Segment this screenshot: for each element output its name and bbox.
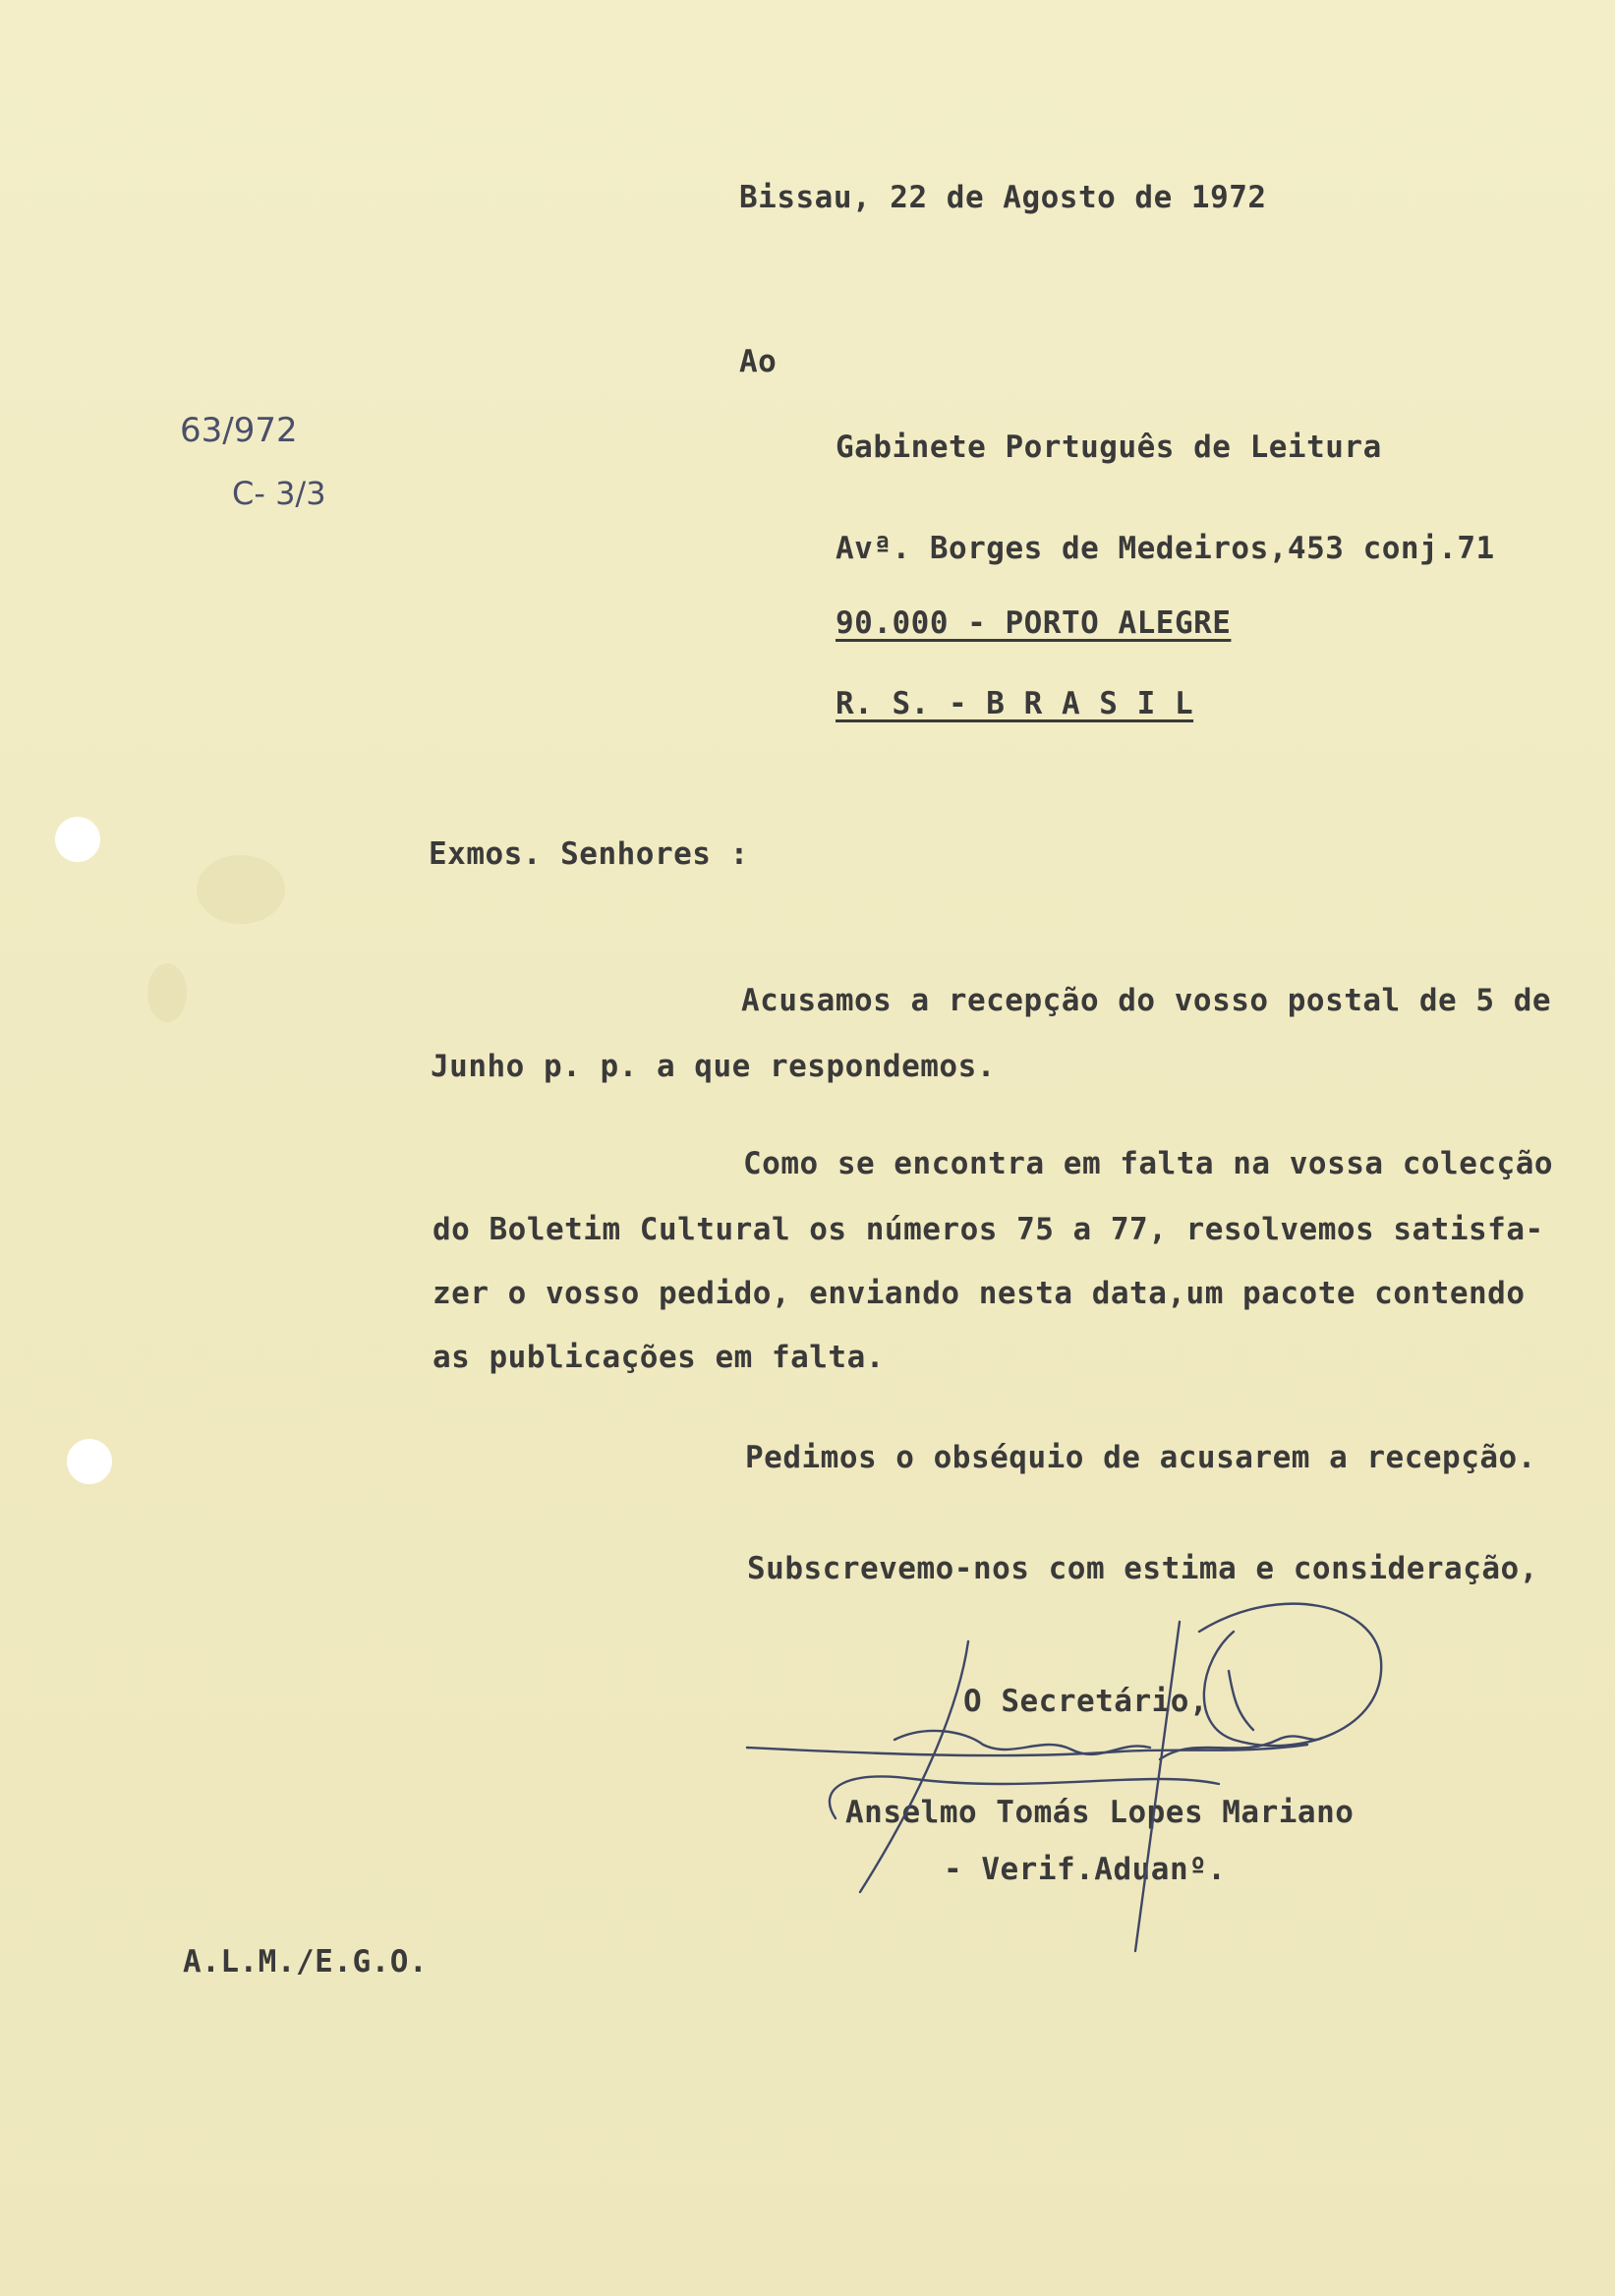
reference-year: /972 — [222, 411, 298, 450]
typist-initials: A.L.M./E.G.O. — [183, 1944, 429, 1980]
recipient-country: R. S. - B R A S I L — [836, 686, 1194, 721]
greeting: Exmos. Senhores : — [429, 836, 749, 872]
reference-number: 63 — [180, 411, 223, 450]
paragraph-2-line-4: as publicações em falta. — [433, 1340, 885, 1375]
recipient-prefix: Ao — [739, 344, 778, 379]
recipient-street: Avª. Borges de Medeiros,453 conj.71 — [836, 531, 1495, 566]
paragraph-2-line-2: do Boletim Cultural os números 75 a 77, resolvemos satisfa- — [433, 1212, 1544, 1247]
handwritten-reference-code: C- 3/3 — [232, 475, 326, 512]
recipient-city: 90.000 - PORTO ALEGRE — [836, 605, 1232, 641]
closing-line: Subscrevemo-nos com estima e consideração, — [747, 1551, 1538, 1586]
paragraph-2-line-3: zer o vosso pedido, enviando nesta data,um pacote contendo — [433, 1276, 1526, 1311]
signature-title: O Secretário, — [963, 1684, 1209, 1719]
signatory-name: Anselmo Tomás Lopes Mariano — [845, 1795, 1355, 1830]
recipient-name: Gabinete Português de Leitura — [836, 430, 1382, 465]
signatory-role: - Verif.Aduanº. — [944, 1852, 1227, 1887]
date-line: Bissau, 22 de Agosto de 1972 — [739, 180, 1267, 215]
paragraph-2-line-1: Como se encontra em falta na vossa colecção — [743, 1146, 1554, 1181]
paragraph-3: Pedimos o obséquio de acusarem a recepção. — [745, 1440, 1536, 1475]
paragraph-1-line-2: Junho p. p. a que respondemos. — [431, 1049, 996, 1084]
paragraph-1-line-1: Acusamos a recepção do vosso postal de 5 de — [741, 983, 1552, 1018]
